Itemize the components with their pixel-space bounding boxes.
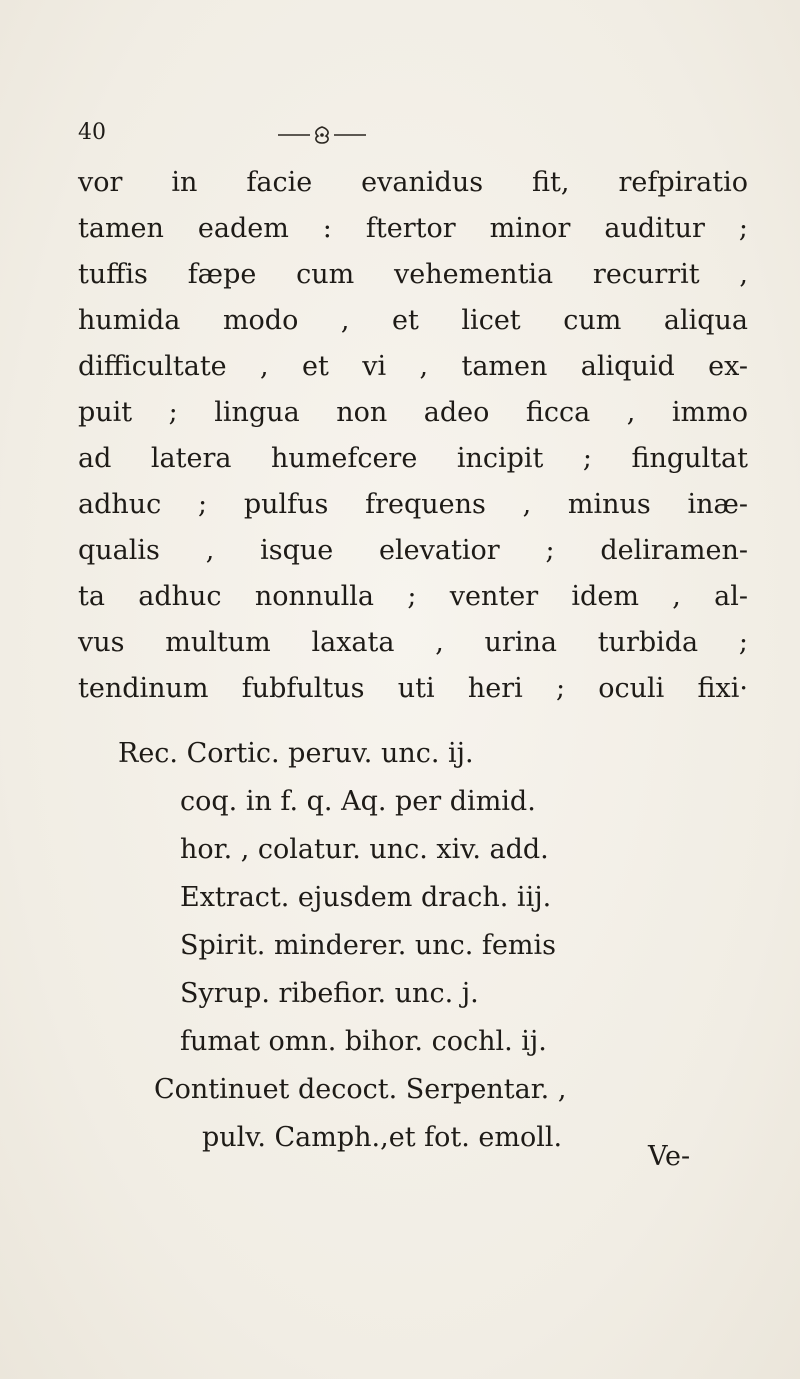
floral-ornament-icon (274, 125, 370, 145)
recipe-line: Extract. ejusdem drach. iij. (180, 882, 552, 913)
recipe-line: pulv. Camph.,et fot. emoll. (202, 1122, 563, 1153)
recipe-line: hor. , colatur. unc. xiv. add. (180, 834, 549, 865)
recipe-line: coq. in f. q. Aq. per dimid. (180, 786, 536, 817)
text-line: adhuc ; pulfus frequens , minus inæ- (78, 489, 748, 520)
page-number: 40 (78, 120, 106, 145)
page-header (78, 118, 728, 158)
text-line: qualis , isque elevatior ; deliramen- (78, 535, 748, 566)
text-line: tamen eadem : ftertor minor auditur ; (78, 213, 748, 244)
text-line: difficultate , et vi , tamen aliquid ex- (78, 351, 748, 382)
text-line: tendinum fubfultus uti heri ; oculi fixi· (78, 673, 748, 704)
prescription-block (118, 730, 758, 1162)
text-line: vus multum laxata , urina turbida ; (78, 627, 748, 658)
text-line: vor in facie evanidus fit, refpiratio (78, 167, 748, 198)
recipe-heading-line: Rec. Cortic. peruv. unc. ij. (118, 738, 474, 769)
text-line: humida modo , et licet cum aliqua (78, 305, 748, 336)
body-paragraph (78, 160, 748, 712)
recipe-line: Syrup. ribefior. unc. j. (180, 978, 479, 1009)
recipe-line: Continuet decoct. Serpentar. , (154, 1074, 567, 1105)
catchword: Ve- (648, 1141, 691, 1172)
text-line: ad latera humefcere incipit ; fingultat (78, 443, 748, 474)
text-line: ta adhuc nonnulla ; venter idem , al- (78, 581, 748, 612)
recipe-line: fumat omn. bihor. cochl. ij. (180, 1026, 547, 1057)
text-line: tuffis fæpe cum vehementia recurrit , (78, 259, 748, 290)
text-line: puit ; lingua non adeo ficca , immo (78, 397, 748, 428)
recipe-line: Spirit. minderer. unc. femis (180, 930, 556, 961)
